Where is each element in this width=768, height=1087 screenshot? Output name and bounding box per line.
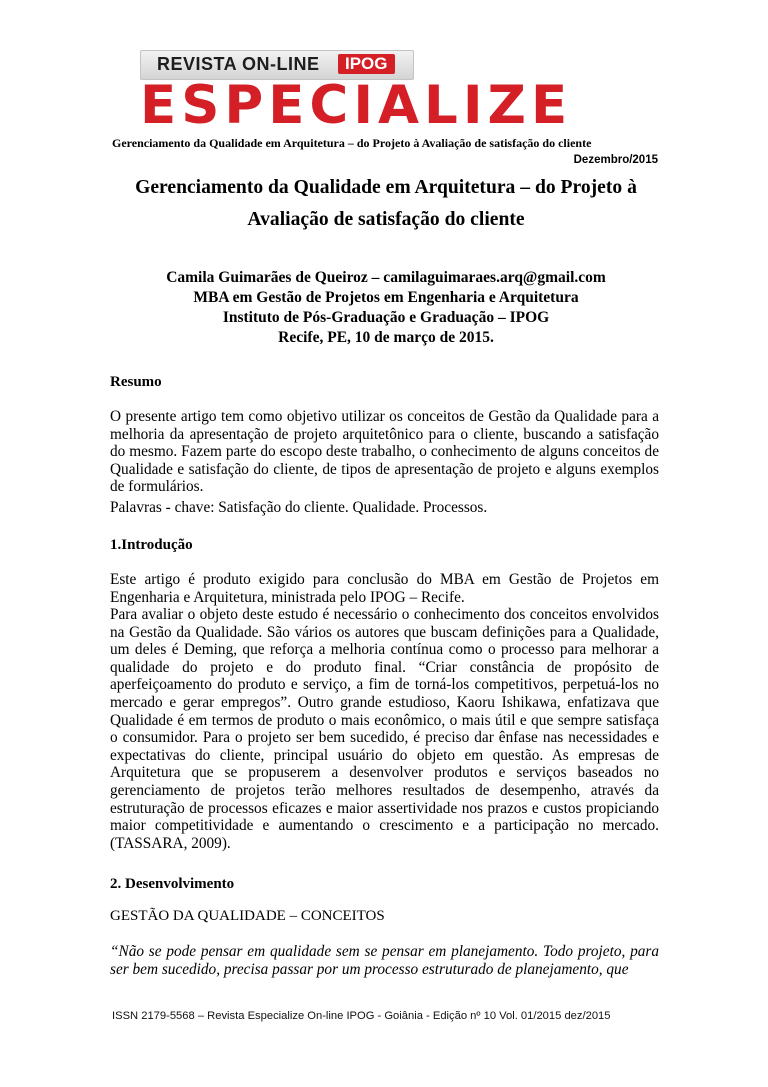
introduction-paragraph-2: Para avaliar o objeto deste estudo é necessário o conhecimento dos conceitos envolvidos na Gestão da Qualidade. São vários os autores que buscam definições para a Qualidade, um deles é Deming, que reforça a melhoria contínua como o processo para melhorar a qualidade do projeto e do produto final. “Criar constância de propósito de aperfeiçoamento do produto e serviço, a fim de torná-los competitivos, perpetuá-los no mercado e gerar empregos”. Outro grande estudioso, Kaoru Ishikawa, enfatizava que Qualidade é em termos de produto o mais econômico, o mais útil e que sempre satisfaça o consumidor. Para o projeto ser bem sucedido, é preciso dar ênfase nas necessidades e expectativas do cliente, principal usuário do objeto em questão. As empresas de Arquitetura que se propuserem a desenvolver produtos e serviços baseados no gerenciamento de projetos terão melhores resultados de desempenho, através da estruturação de processos eficazes e maior assertividade nos prazos e custos propiciando maior competitividade e aumentando o crescimento e a participação no mercado. (TASSARA, 2009). — [110, 606, 659, 852]
article-title — [112, 172, 660, 236]
logo-wordmark: ESPECIALIZE — [140, 75, 573, 136]
introduction-heading: 1.Introdução — [110, 537, 193, 553]
badge-text: REVISTA ON-LINE — [157, 54, 320, 74]
institution-line: Instituto de Pós-Graduação e Graduação – IPOG — [222, 309, 550, 326]
keywords-line: Palavras - chave: Satisfação do cliente. Qualidade. Processos. — [110, 499, 488, 516]
running-header-date: Dezembro/2015 — [573, 154, 658, 166]
page-footer: ISSN 2179-5568 – Revista Especialize On-line IPOG - Goiânia - Edição nº 10 Vol. 01/2015 dez/2015 — [112, 1010, 611, 1022]
title-line-1: Gerenciamento da Qualidade em Arquitetura – do Projeto à — [135, 177, 637, 198]
program-line: MBA em Gestão de Projetos em Engenharia e Arquitetura — [193, 289, 579, 306]
abstract-text: O presente artigo tem como objetivo utilizar os conceitos de Gestão da Qualidade para a melhoria da apresentação de projeto arquitetônico para o cliente, buscando a satisfação do mesmo. Fazem parte do escopo deste trabalho, o conhecimento de alguns conceitos de Qualidade e satisfação do cliente, de tipos de apresentação de projeto e alguns exemplos de formulários. — [110, 408, 659, 496]
author-block — [112, 268, 660, 348]
abstract-heading: Resumo — [110, 374, 162, 390]
quote-paragraph: “Não se pode pensar em qualidade sem se pensar em planejamento. Todo projeto, para ser bem sucedido, precisa passar por um processo estruturado de planejamento, que — [110, 943, 659, 978]
journal-masthead-logo — [140, 50, 635, 135]
development-heading: 2. Desenvolvimento — [110, 876, 235, 892]
introduction-paragraph-1: Este artigo é produto exigido para conclusão do MBA em Gestão de Projetos em Engenharia e Arquitetura, ministrada pelo IPOG – Recife. — [110, 571, 659, 606]
development-subheading: GESTÃO DA QUALIDADE – CONCEITOS — [110, 908, 385, 924]
badge-tag: IPOG — [338, 54, 395, 74]
title-line-2: Avaliação de satisfação do cliente — [247, 209, 525, 230]
running-header-title: Gerenciamento da Qualidade em Arquitetura – do Projeto à Avaliação de satisfação do cliente — [112, 136, 592, 150]
author-line: Camila Guimarães de Queiroz – camilaguimaraes.arq@gmail.com — [166, 269, 606, 286]
place-date-line: Recife, PE, 10 de março de 2015. — [278, 329, 494, 346]
